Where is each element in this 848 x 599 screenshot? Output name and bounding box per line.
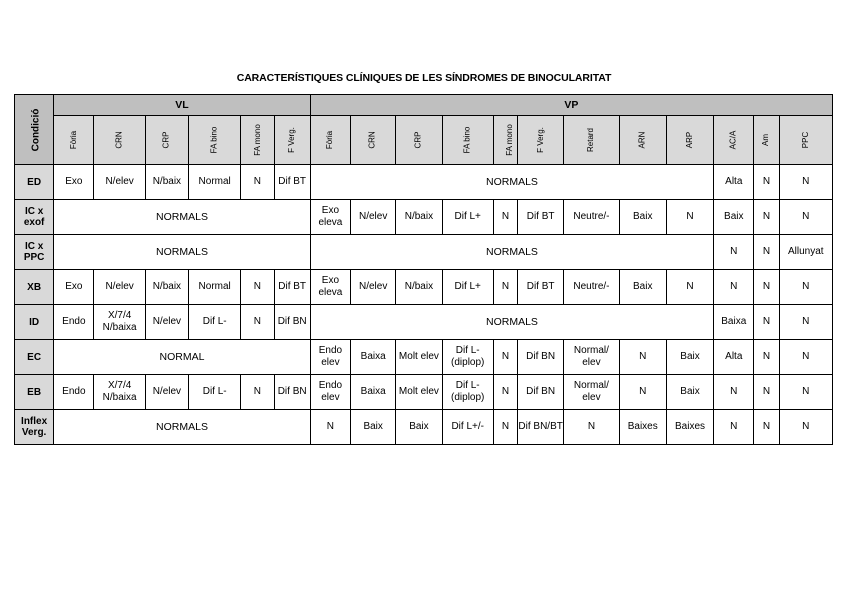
table-cell: N bbox=[779, 340, 832, 375]
table-cell: Dif BN bbox=[274, 305, 310, 340]
table-cell: N/elev bbox=[145, 375, 188, 410]
table-cell: Alta bbox=[714, 165, 754, 200]
table-cell: N bbox=[493, 410, 517, 445]
table-cell: Endo elev bbox=[310, 340, 350, 375]
table-cell: N/elev bbox=[94, 165, 145, 200]
row-label: EC bbox=[15, 340, 54, 375]
table-row bbox=[15, 305, 833, 340]
table-cell: N/elev bbox=[94, 270, 145, 305]
merged-cell: NORMALS bbox=[310, 305, 713, 340]
col-header: ARN bbox=[619, 116, 666, 165]
table-cell: Normal/ elev bbox=[564, 375, 619, 410]
col-header: F Verg. bbox=[274, 116, 310, 165]
table-cell: N bbox=[754, 270, 779, 305]
table-cell: Molt elev bbox=[396, 375, 442, 410]
table-cell: Endo bbox=[54, 305, 94, 340]
table-cell: N bbox=[754, 200, 779, 235]
table-cell: N bbox=[493, 200, 517, 235]
table-cell: N bbox=[779, 270, 832, 305]
table-row bbox=[15, 410, 833, 445]
table-cell: Baix bbox=[714, 200, 754, 235]
table-cell: Dif L- (diplop) bbox=[442, 340, 493, 375]
table-cell: N bbox=[493, 270, 517, 305]
table-cell: N bbox=[754, 375, 779, 410]
table-cell: N bbox=[714, 375, 754, 410]
table-cell: N/elev bbox=[351, 270, 396, 305]
row-label: EB bbox=[15, 375, 54, 410]
table-cell: N bbox=[779, 410, 832, 445]
table-cell: N bbox=[779, 165, 832, 200]
col-header: FA bino bbox=[442, 116, 493, 165]
merged-cell: NORMALS bbox=[54, 410, 311, 445]
table-cell: N bbox=[754, 340, 779, 375]
table-cell: Allunyat bbox=[779, 235, 832, 270]
table-cell: N bbox=[619, 340, 666, 375]
table-cell: N bbox=[666, 270, 713, 305]
row-label: XB bbox=[15, 270, 54, 305]
row-label: IC x PPC bbox=[15, 235, 54, 270]
row-label: ID bbox=[15, 305, 54, 340]
table-cell: Exo bbox=[54, 270, 94, 305]
col-header: AC/A bbox=[714, 116, 754, 165]
table-cell: N/baix bbox=[145, 165, 188, 200]
merged-cell: NORMALS bbox=[310, 165, 713, 200]
col-header: FA mono bbox=[493, 116, 517, 165]
table-cell: Dif BN bbox=[518, 375, 564, 410]
merged-cell: NORMAL bbox=[54, 340, 311, 375]
table-cell: N bbox=[241, 270, 274, 305]
table-cell: N bbox=[241, 305, 274, 340]
table-cell: Dif L+/- bbox=[442, 410, 493, 445]
table-cell: Baixa bbox=[714, 305, 754, 340]
table-cell: N bbox=[310, 410, 350, 445]
table-cell: N bbox=[779, 375, 832, 410]
table-cell: N bbox=[619, 375, 666, 410]
table-cell: Baix bbox=[619, 270, 666, 305]
vl-group-header: VL bbox=[54, 95, 311, 116]
col-header: FA mono bbox=[241, 116, 274, 165]
table-cell: N bbox=[564, 410, 619, 445]
merged-cell: NORMALS bbox=[310, 235, 713, 270]
table-cell: Baixa bbox=[351, 375, 396, 410]
table-row bbox=[15, 340, 833, 375]
table-title: CARACTERÍSTIQUES CLÍNIQUES DE LES SÍNDROMES DE BINOCULARITAT bbox=[236, 72, 612, 84]
col-header: CRP bbox=[145, 116, 188, 165]
table-cell: Molt elev bbox=[396, 340, 442, 375]
table-cell: Baix bbox=[396, 410, 442, 445]
table-cell: Dif L- (diplop) bbox=[442, 375, 493, 410]
col-header: PPC bbox=[779, 116, 832, 165]
col-header: Am bbox=[754, 116, 779, 165]
table-cell: Baixes bbox=[666, 410, 713, 445]
table-cell: Dif BT bbox=[274, 270, 310, 305]
table-cell: Normal bbox=[189, 165, 241, 200]
row-label: IC x exof bbox=[15, 200, 54, 235]
table-row bbox=[15, 235, 833, 270]
row-label: Inflex Verg. bbox=[15, 410, 54, 445]
table-cell: Endo bbox=[54, 375, 94, 410]
col-header: ARP bbox=[666, 116, 713, 165]
binocular-syndromes-table bbox=[14, 94, 833, 445]
table-cell: Baix bbox=[619, 200, 666, 235]
table-cell: Dif L- bbox=[189, 305, 241, 340]
table-cell: Exo eleva bbox=[310, 270, 350, 305]
table-cell: N/baix bbox=[396, 270, 442, 305]
table-cell: Normal bbox=[189, 270, 241, 305]
table-cell: Neutre/- bbox=[564, 200, 619, 235]
table-cell: Dif BN bbox=[274, 375, 310, 410]
col-header: Fòria bbox=[54, 116, 94, 165]
table-cell: N bbox=[714, 410, 754, 445]
table-cell: X/7/4 N/baixa bbox=[94, 375, 145, 410]
row-label: ED bbox=[15, 165, 54, 200]
table-cell: N bbox=[493, 375, 517, 410]
table-row bbox=[15, 200, 833, 235]
condicio-header: Condició bbox=[15, 95, 54, 165]
col-header: FA bino bbox=[189, 116, 241, 165]
col-header: CRN bbox=[351, 116, 396, 165]
col-header: F Verg. bbox=[518, 116, 564, 165]
table-cell: N bbox=[779, 200, 832, 235]
table-cell: Dif BN bbox=[518, 340, 564, 375]
table-cell: Dif L+ bbox=[442, 200, 493, 235]
table-cell: Baixa bbox=[351, 340, 396, 375]
table-cell: Exo eleva bbox=[310, 200, 350, 235]
table-cell: N bbox=[714, 270, 754, 305]
table-cell: N/elev bbox=[351, 200, 396, 235]
table-cell: Neutre/- bbox=[564, 270, 619, 305]
table-cell: N/baix bbox=[396, 200, 442, 235]
table-cell: Dif L- bbox=[189, 375, 241, 410]
table-cell: Dif BT bbox=[518, 270, 564, 305]
table-cell: Baixes bbox=[619, 410, 666, 445]
merged-cell: NORMALS bbox=[54, 200, 311, 235]
table-cell: Dif BT bbox=[518, 200, 564, 235]
col-header: Fòria bbox=[310, 116, 350, 165]
table-cell: Baix bbox=[666, 340, 713, 375]
table-cell: N bbox=[714, 235, 754, 270]
table-cell: N/elev bbox=[145, 305, 188, 340]
table-cell: N bbox=[754, 235, 779, 270]
table-cell: N bbox=[241, 375, 274, 410]
table-cell: N bbox=[241, 165, 274, 200]
table-cell: Dif BT bbox=[274, 165, 310, 200]
col-header: CRN bbox=[94, 116, 145, 165]
table-cell: N bbox=[754, 410, 779, 445]
table-row bbox=[15, 270, 833, 305]
merged-cell: NORMALS bbox=[54, 235, 311, 270]
table-cell: N bbox=[666, 200, 713, 235]
table-cell: Normal/ elev bbox=[564, 340, 619, 375]
table-cell: Alta bbox=[714, 340, 754, 375]
table-cell: N bbox=[493, 340, 517, 375]
table-cell: Exo bbox=[54, 165, 94, 200]
table-cell: N/baix bbox=[145, 270, 188, 305]
col-header: CRP bbox=[396, 116, 442, 165]
table-cell: N bbox=[779, 305, 832, 340]
table-cell: N bbox=[754, 305, 779, 340]
table-cell: Dif L+ bbox=[442, 270, 493, 305]
table-cell: Baix bbox=[666, 375, 713, 410]
vp-group-header: VP bbox=[310, 95, 832, 116]
col-header: Retard bbox=[564, 116, 619, 165]
table-row bbox=[15, 375, 833, 410]
table-cell: Baix bbox=[351, 410, 396, 445]
table-cell: Endo elev bbox=[310, 375, 350, 410]
table-cell: N bbox=[754, 165, 779, 200]
table-cell: X/7/4 N/baixa bbox=[94, 305, 145, 340]
table-cell: Dif BN/BT bbox=[518, 410, 564, 445]
table-row bbox=[15, 165, 833, 200]
